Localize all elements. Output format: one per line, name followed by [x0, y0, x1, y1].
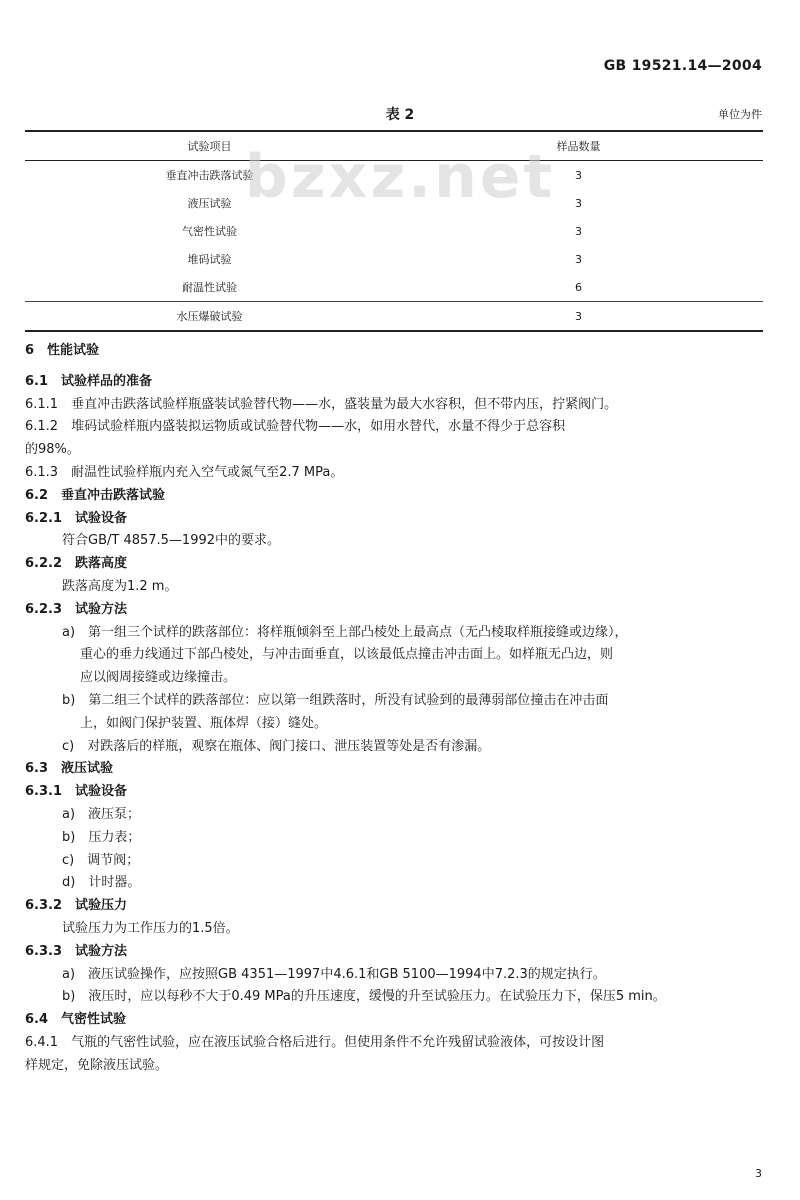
table-row: [25, 217, 763, 245]
test-item-cell: 水压爆破试验: [176, 310, 243, 323]
standard-code: GB 19521.14—2004: [603, 58, 762, 74]
test-item-cell: 堆码试验: [187, 253, 232, 266]
paragraph: 样规定，免除液压试验。: [25, 1057, 169, 1073]
document-body: [25, 340, 765, 1078]
sample-count-cell: 3: [575, 224, 582, 238]
paragraph: 的98%。: [25, 442, 80, 458]
page-number: 3: [755, 1167, 762, 1180]
test-item-cell: 耐温性试验: [182, 281, 237, 294]
sample-count-cell: 3: [575, 196, 582, 210]
paragraph: 试验压力为工作压力的1.5倍。: [62, 920, 239, 936]
section-heading: 6.1 试验样品的准备: [25, 373, 153, 389]
paragraph: 符合GB/T 4857.5—1992中的要求。: [62, 533, 281, 549]
section-heading: 6.3.3 试验方法: [25, 943, 128, 959]
column-header-sample-count: 样品数量: [556, 140, 601, 153]
list-item: 重心的垂力线通过下部凸棱处，与冲击面垂直，以该最低点撞击冲击面上。如样瓶无凸边，则: [80, 647, 614, 663]
list-item: a) 液压试验操作，应按照GB 4351—1997中4.6.1和GB 5100—1994中7.2.3的规定执行。: [62, 966, 606, 982]
list-item: c) 对跌落后的样瓶，观察在瓶体、阀门接口、泄压装置等处是否有渗漏。: [62, 738, 491, 754]
list-item: 上，如阀门保护装置、瓶体焊（接）缝处。: [80, 715, 328, 731]
list-item: b) 第二组三个试样的跌落部位：应以第一组跌落时，所没有试验到的最薄弱部位撞击在冲击面: [62, 692, 609, 708]
list-item: c) 调节阀；: [62, 852, 140, 868]
list-item: a) 第一组三个试样的跌落部位：将样瓶倾斜至上部凸棱处上最高点（无凸棱取样瓶接缝或边缘），: [62, 624, 628, 640]
section-heading: 6.2.2 跌落高度: [25, 556, 128, 572]
test-item-cell: 垂直冲击跌落试验: [165, 169, 254, 182]
list-item: b) 压力表；: [62, 829, 141, 845]
sample-count-cell: 6: [575, 280, 582, 294]
sample-count-cell: 3: [575, 168, 582, 182]
section-heading: 6.3.1 试验设备: [25, 784, 128, 800]
list-item: 应以阀周接缝或边缘撞击。: [80, 670, 237, 686]
table-row: [25, 302, 763, 332]
list-item: b) 液压时，应以每秒不大于0.49 MPa的升压速度，缓慢的升至试验压力。在试验压力下，保压5 min。: [62, 989, 666, 1005]
list-item: a) 液压泵；: [62, 806, 141, 822]
watermark: bzxz.net: [244, 142, 556, 212]
list-item: d) 计时器。: [62, 875, 141, 891]
test-item-cell: 液压试验: [187, 197, 232, 210]
section-heading: 6.4 气密性试验: [25, 1012, 127, 1028]
table-row: [25, 273, 763, 302]
sample-count-cell: 3: [575, 309, 582, 323]
column-header-test-item: 试验项目: [187, 140, 232, 153]
section-heading: 6.3.2 试验压力: [25, 898, 128, 914]
section-heading: 6 性能试验: [25, 343, 100, 358]
paragraph: 6.1.3 耐温性试验样瓶内充入空气或氮气至2.7 MPa。: [25, 464, 344, 480]
section-heading: 6.2 垂直冲击跌落试验: [25, 487, 166, 503]
paragraph: 6.4.1 气瓶的气密性试验，应在液压试验合格后进行。但使用条件不允许残留试验液体，可按设计图: [25, 1034, 605, 1050]
section-heading: 6.2.3 试验方法: [25, 601, 128, 617]
section-heading: 6.3 液压试验: [25, 761, 114, 777]
table-unit: 单位为件: [718, 108, 762, 121]
table-row: [25, 245, 763, 273]
paragraph: 6.1.2 堆码试验样瓶内盛装拟运物质或试验替代物——水，如用水替代，水量不得少于总容积: [25, 419, 566, 435]
paragraph: 跌落高度为1.2 m。: [62, 578, 178, 594]
sample-count-cell: 3: [575, 252, 582, 266]
section-heading: 6.2.1 试验设备: [25, 510, 128, 526]
paragraph: 6.1.1 垂直冲击跌落试验样瓶盛装试验替代物——水，盛装量为最大水容积，但不带内压，拧紧阀门。: [25, 396, 618, 412]
test-item-cell: 气密性试验: [182, 225, 237, 238]
table-title: 表 2: [385, 107, 415, 123]
